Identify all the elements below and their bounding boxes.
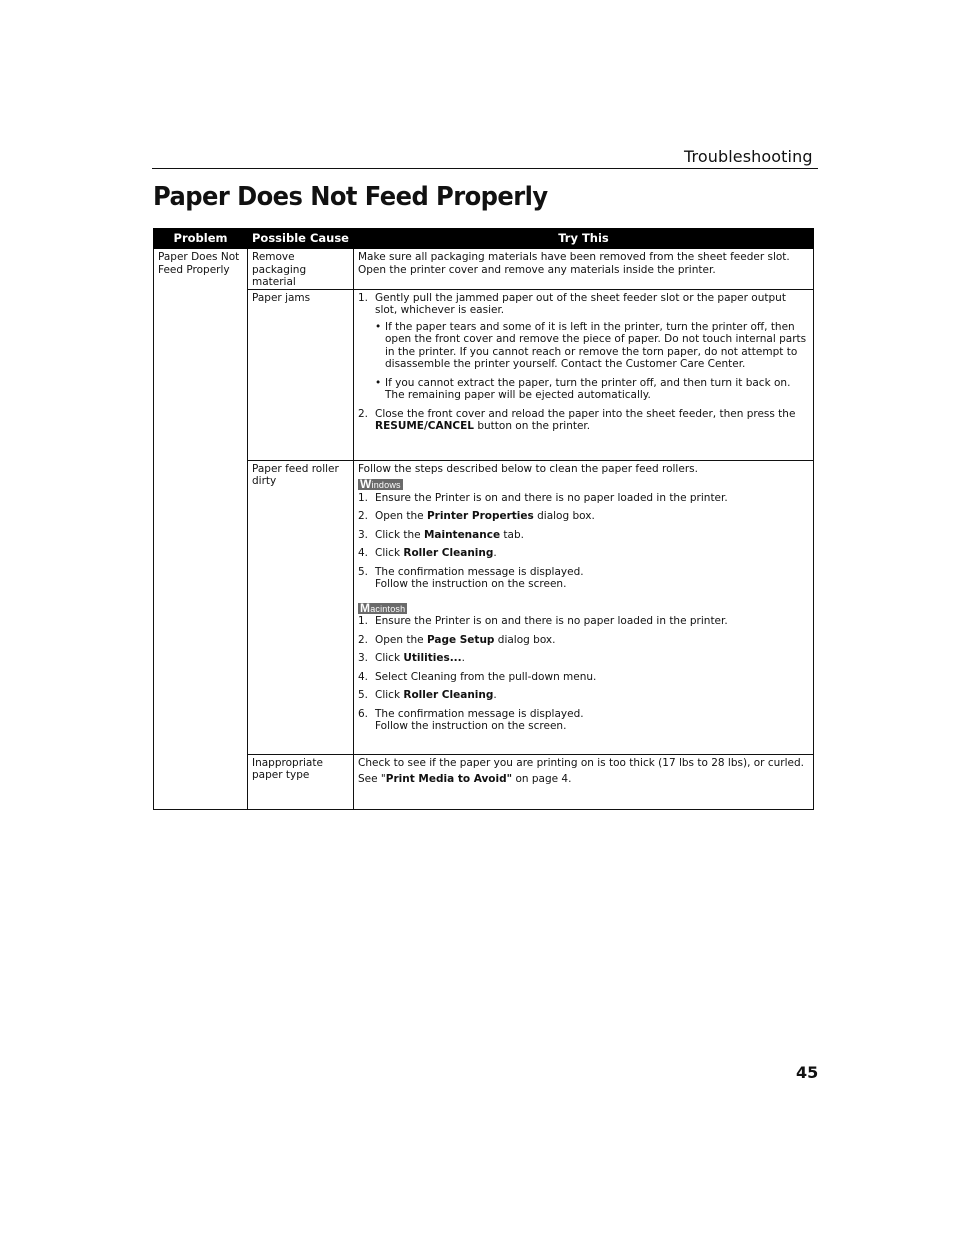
step-text: The confirmation message is displayed. (375, 707, 584, 720)
roller-cleaning-label: Roller Cleaning (403, 547, 494, 559)
windows-step-list (358, 492, 809, 591)
step-text: . (493, 689, 497, 701)
list-item (375, 377, 809, 402)
step-text: Click the (375, 528, 424, 541)
cause-cell (248, 249, 354, 290)
step-text: Click (375, 547, 404, 559)
cause-cell (248, 460, 354, 754)
step-text: button on the printer. (474, 420, 591, 432)
cause-cell (248, 289, 354, 460)
utilities-label: Utilities... (403, 652, 462, 664)
cause-text: Paper feed roller dirty (252, 462, 339, 487)
windows-logo-icon: Windows (360, 477, 401, 491)
list-item (358, 492, 809, 505)
step-text: The confirmation message is displayed. (375, 565, 584, 578)
page-number: 45 (796, 1063, 819, 1082)
section-header: Troubleshooting (684, 147, 813, 166)
list-item (358, 566, 809, 591)
list-item (358, 547, 809, 560)
step-number: 4. (358, 547, 369, 559)
cause-text: Remove packaging material (252, 251, 307, 288)
step-text: . (493, 547, 497, 559)
list-item (358, 689, 809, 702)
page-title: Paper Does Not Feed Properly (153, 182, 548, 212)
troubleshooting-table (153, 228, 814, 810)
step-text: . (461, 652, 466, 664)
table-row (154, 754, 814, 809)
roller-cleaning-label: Roller Cleaning (403, 689, 494, 701)
step-number: 5. (358, 689, 369, 701)
bullet-text: If the paper tears and some of it is left in the printer, turn the printer off, then open the front cover and remove the piece of paper. Do not touch internal parts in the printer. If you cannot reach or remove the torn paper, do not attempt to disassemble the printer yourself. Contact the Customer Care Center. (385, 320, 807, 370)
try-this-cell (354, 249, 814, 290)
list-item (358, 615, 809, 628)
step-number: 6. (358, 707, 369, 720)
step-number: 3. (358, 652, 369, 664)
try-this-intro: Follow the steps described below to clean the paper feed rollers. (358, 462, 698, 475)
list-item (375, 321, 809, 371)
step-number: 2. (358, 510, 369, 522)
list-item (358, 671, 809, 684)
see-also-text: See "Print Media to Avoid" on page 4. (358, 773, 572, 785)
table-header-row (154, 229, 814, 249)
header-rule (152, 168, 818, 169)
try-this-cell (354, 460, 814, 754)
step-number: 1. (358, 291, 369, 304)
step-text: Gently pull the jammed paper out of the sheet feeder slot or the paper output slot, whichever is easier. (375, 291, 786, 316)
try-this-cell (354, 754, 814, 809)
step-list (358, 292, 809, 433)
resume-cancel-label: RESUME/CANCEL (375, 420, 474, 432)
cause-text: Inappropriate paper type (252, 756, 323, 781)
problem-text: Paper Does Not Feed Properly (158, 251, 240, 276)
header-problem: Problem (154, 229, 248, 249)
step-text: Close the front cover and reload the paper into the sheet feeder, then press the (375, 407, 796, 420)
step-text: Ensure the Printer is on and there is no paper loaded in the printer. (375, 615, 728, 627)
step-text: Select Cleaning from the pull-down menu. (375, 670, 597, 683)
bullet-icon: • (375, 320, 382, 333)
cause-cell (248, 754, 354, 809)
step-number: 2. (358, 407, 369, 420)
step-text: Follow the instruction on the screen. (375, 578, 567, 590)
problem-cell (154, 249, 248, 810)
table-row (154, 460, 814, 754)
step-text: Click (375, 689, 404, 701)
try-this-text: Make sure all packaging materials have been removed from the sheet feeder slot. Open the printer cover and remove any materials inside the printer. (358, 251, 790, 276)
bullet-icon: • (375, 376, 382, 389)
print-media-link[interactable]: Print Media to Avoid" (385, 773, 513, 785)
list-item (358, 292, 809, 402)
page-setup-label: Page Setup (426, 633, 495, 646)
list-item (358, 634, 809, 647)
bullet-text: If you cannot extract the paper, turn the printer off, and then turn it back on. The remaining paper will be ejected automatically. (385, 376, 791, 401)
list-item (358, 652, 809, 665)
step-text: dialog box. (494, 633, 556, 646)
step-text: Open the (375, 510, 427, 522)
list-item (358, 529, 809, 542)
maintenance-label: Maintenance (423, 528, 501, 541)
step-number: 1. (358, 491, 369, 504)
macintosh-logo-icon: Macintosh (360, 600, 406, 615)
step-text: Ensure the Printer is on and there is no paper loaded in the printer. (375, 491, 728, 504)
table-row (154, 289, 814, 460)
list-item (358, 708, 809, 733)
step-text: Open the (375, 633, 427, 646)
table-row (154, 249, 814, 290)
step-number: 4. (358, 670, 369, 683)
step-number: 2. (358, 633, 369, 646)
step-text: Click (375, 652, 404, 664)
try-this-text: Check to see if the paper you are printing on is too thick (17 lbs to 28 lbs), or curled. (358, 756, 804, 769)
step-number: 1. (358, 615, 369, 627)
printer-properties-label: Printer Properties (426, 510, 534, 522)
cause-text: Paper jams (252, 291, 311, 304)
header-try-this: Try This (354, 229, 814, 249)
macintosh-step-list (358, 615, 809, 733)
list-item (358, 408, 809, 433)
step-text: Follow the instruction on the screen. (375, 720, 567, 732)
step-text: dialog box. (533, 510, 595, 522)
step-number: 5. (358, 565, 369, 578)
try-this-cell (354, 289, 814, 460)
bullet-list (375, 321, 809, 402)
step-number: 3. (358, 528, 369, 541)
list-item (358, 510, 809, 523)
header-possible-cause: Possible Cause (248, 229, 354, 249)
step-text: tab. (500, 528, 524, 541)
